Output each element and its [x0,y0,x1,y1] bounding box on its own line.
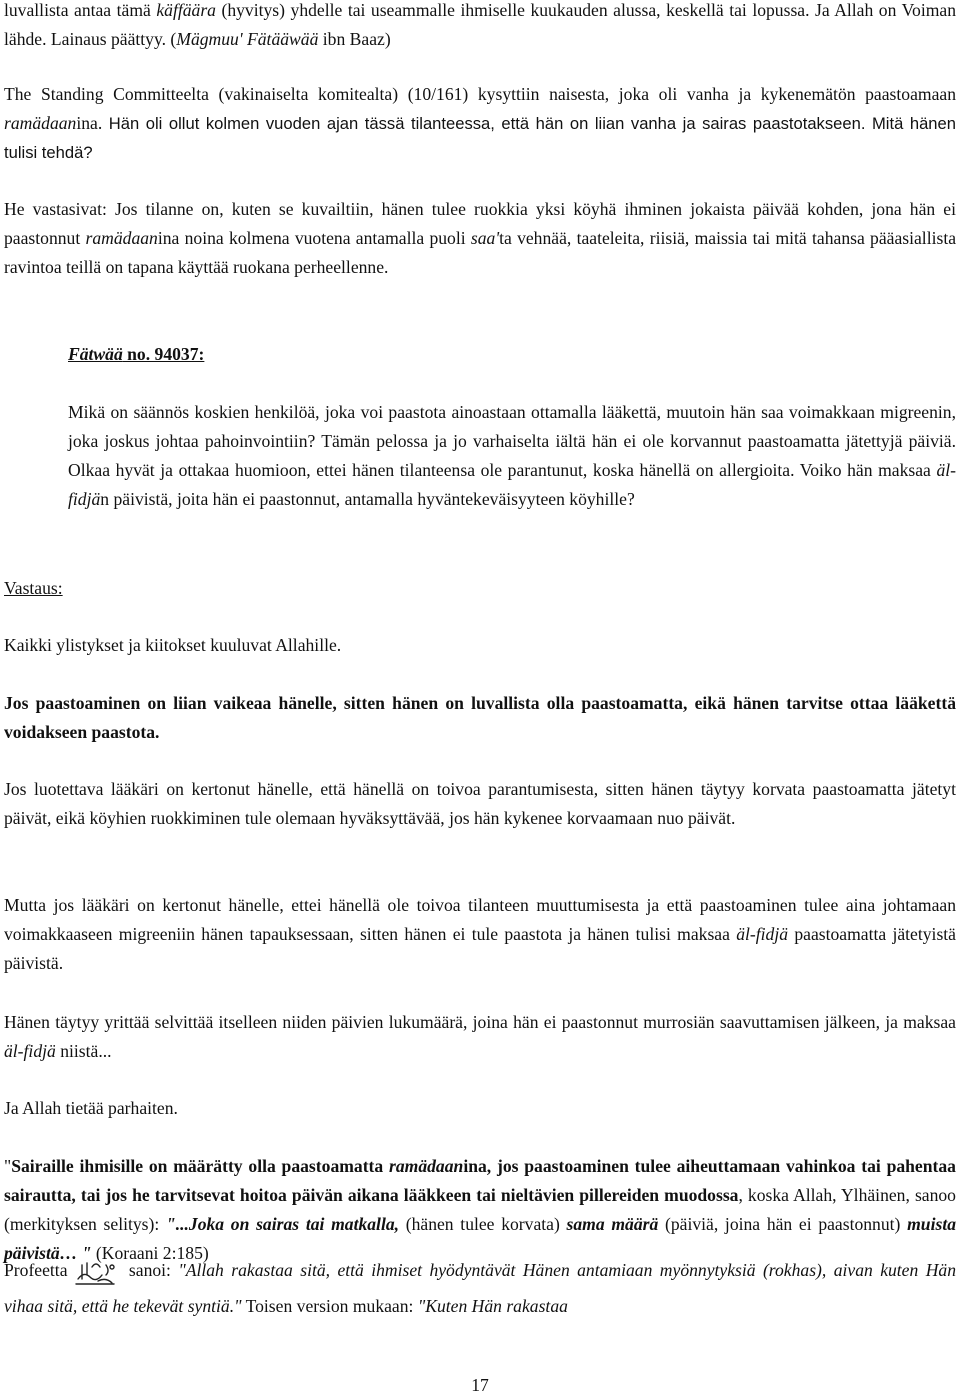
answer-quran-quote: "Sairaille ihmisille on määrätty olla paastoamatta ramädaanina, jos paastoaminen tulee aiheuttamaan vahinkoa tai pahentaa sairautta, tai jos he tarvitsevat hoitoa päivän aikana lääkkeen tai nieltävien pillereiden muodossa, koska Allah, Ylhäinen, sanoo (merkityksen selitys): "...Joka on sairas tai matkalla, (hänen tulee korvata) sama määrä (päiviä, joina hän ei paastonnut) muista päivistä… " (Koraani 2:185) [4,1156,956,1263]
answer-prophet-hadith: Profeetta sanoi: "Allah rakastaa sitä, että ihmiset hyödyntävät Hänen antamiaan myönnytyksiä (rokhas), aivan kuten Hän vihaa sitä, että he tekevät syntiä." Toisen version mukaan: "Kuten Hän rakastaa [4,1252,956,1324]
paragraph-answer-feeding: He vastasivat: Jos tilanne on, kuten se kuvailtiin, hänen tulee ruokkia yksi köyhä ihminen jokaista päivää kohden, jona hän ei paastonnut ramädaanina noina kolmena vuotena antamalla puoli saa'ta vehnää, taateleita, riisiä, maissia tai mitä tahansa pääasiallista ravintoa teillä on tapana käyttää ruokana perheellenne. [4,199,957,277]
answer-bold-ruling: Jos paastoaminen on liian vaikeaa hänelle, sitten hänen on luvallista olla paastoamatta, eikä hänen tarvitse ottaa lääkettä voidakseen paastota. [4,693,956,742]
fatwa-question: Mikä on säännös koskien henkilöä, joka voi paastota ainoastaan ottamalla lääkettä, muutoin hän saa voimakkaan migreenin, joka joskus johtaa pahoinvointiin? Tämän pelossa ja jo varhaiselta iältä hän ei ole korvannut paastoamatta jätettyjä päiviä. Olkaa hyvät ja ottakaa huomioon, ettei hänen tilanteensa ole parantunut, koska hänellä on allergioita. Voiko hän maksaa äl-fidjän päivistä, joita hän ei paastonnut, antamalla hyväntekeväisyyteen köyhille? [68,402,956,509]
calligraphy-seal-icon [72,1257,118,1287]
answer-praise: Kaikki ylistykset ja kiitokset kuuluvat Allahille. [4,635,342,655]
paragraph-kaffara: luvallista antaa tämä käffäära (hyvitys) yhdelle tai useammalle ihmiselle kuukauden alussa, keskellä tai lopussa. Ja Allah on Voiman lähde. Lainaus päättyy. (Mägmuu' Fätääwää ibn Baaz) [4,0,956,49]
fatwa-heading [68,340,956,369]
answer-count-days: Hänen täytyy yrittää selvittää itselleen niiden päivien lukumäärä, joina hän ei paastonnut murrosiän saavuttamisen jälkeen, ja maksaa äl-fidjä niistä... [4,1012,956,1061]
answer-doctor-hope: Jos luotettava lääkäri on kertonut hänelle, että hänellä on toivoa parantumisesta, sitten hänen täytyy korvata paastoamatta jätetyt päivät, eikä köyhien ruokkiminen tule olemaan hyväksyttävää, jos hän kykenee korvaamaan nuo päivät. [4,779,956,828]
answer-label: Vastaus: [4,578,63,598]
answer-allah-knows: Ja Allah tietää parhaiten. [4,1098,178,1118]
page-number: 17 [471,1375,489,1395]
paragraph-question-old-woman: The Standing Committeelta (vakinaiselta komitealta) (10/161) kysyttiin naisesta, joka oli vanha ja kykenemätön paastoamaan ramädaanina. Hän oli ollut kolmen vuoden ajan tässä tilanteessa, että hän on liian vanha ja sairas paastotakseen. Mitä hänen tulisi tehdä? [4,84,956,162]
answer-doctor-no-hope: Mutta jos lääkäri on kertonut hänelle, ettei hänellä ole toivoa tilanteen muuttumisesta ja että paastoaminen tulee aina johtamaan voimakkaaseen migreeniin hänen tapauksessaan, sitten hänen ei tule paastota ja hänen tulisi maksaa äl-fidjä paastoamatta jätetyistä päivistä. [4,895,956,973]
fatwa-number: Fätwää no. 94037: [68,344,205,364]
